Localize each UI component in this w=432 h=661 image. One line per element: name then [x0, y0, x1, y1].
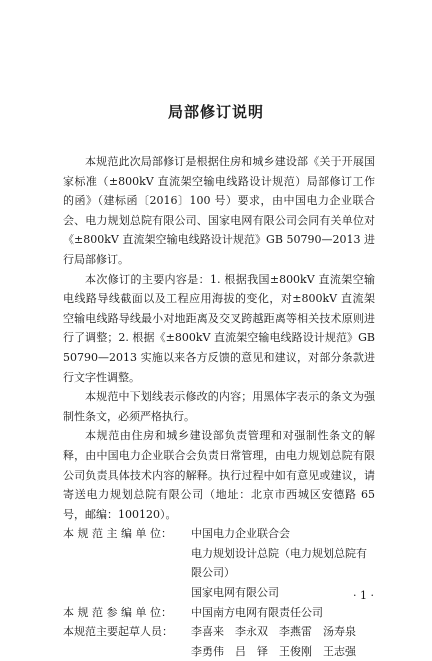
participating-label: 本 规 范 参 编 单 位： — [63, 605, 172, 619]
chief-editor-unit: 电力规划设计总院（电力规划总院有限公司） — [191, 546, 367, 580]
main-drafters — [63, 622, 375, 661]
drafters-row: 李勇伟 吕 铎 王俊刚 王志强 — [191, 644, 356, 658]
chief-editor-label: 本 规 范 主 编 单 位： — [63, 527, 172, 541]
chief-editor-unit: 中国电力企业联合会 — [191, 527, 290, 541]
drafters-row: 李喜来 李永双 李燕雷 汤寿泉 — [191, 625, 356, 639]
chief-editor-units — [63, 524, 375, 602]
page-number: · 1 · — [353, 589, 374, 602]
participating-unit: 中国南方电网有限责任公司 — [191, 605, 323, 619]
page-title: 局部修订说明 — [167, 103, 264, 121]
paragraph-revision-basis: 本规范此次局部修订是根据住房和城乡建设部《关于开展国家标准（±800kV 直流架空输电线路设计规范）局部修订工作的函》（建标函〔2016〕100 号）要求，由中国电力企业联合会、电力规划总院有限公司、国家电网有限公司会同有关单位对《±800kV 直流架空输电线路设计规范》GB 50790—2013 进行局部修订。 — [63, 155, 375, 266]
participating-units — [63, 603, 375, 623]
drafters-label: 本规范主要起草人员： — [63, 625, 173, 639]
drafters-list — [191, 622, 375, 661]
participating-list — [191, 603, 375, 623]
paragraph-mandatory-note: 本规范中下划线表示修改的内容；用黑体字表示的条文为强制性条文，必须严格执行。 — [63, 390, 375, 423]
paragraph-management: 本规范由住房和城乡建设部负责管理和对强制性条文的解释，由中国电力企业联合会负责日常管理，由电力规划总院有限公司负责具体技术内容的解释。执行过程中如有意见或建议，请寄送电力规划总院有限公司（地址：北京市西城区安德路 65 号，邮编：100120）。 — [63, 429, 375, 521]
chief-editor-unit: 国家电网有限公司 — [191, 586, 279, 600]
chief-editor-list — [191, 524, 375, 602]
document-body — [63, 152, 375, 661]
paragraph-revision-content: 本次修订的主要内容是：1. 根据我国±800kV 直流架空输电线路导线截面以及工程应用海拔的变化，对±800kV 直流架空输电线路导线最小对地距离及交叉跨越距离等相关技术原则进行了调整；2. 根据《±800kV 直流架空输电线路设计规范》GB 50790—2013 实施以来各方反馈的意见和建议，对部分条款进行文字性调整。 — [63, 272, 375, 384]
